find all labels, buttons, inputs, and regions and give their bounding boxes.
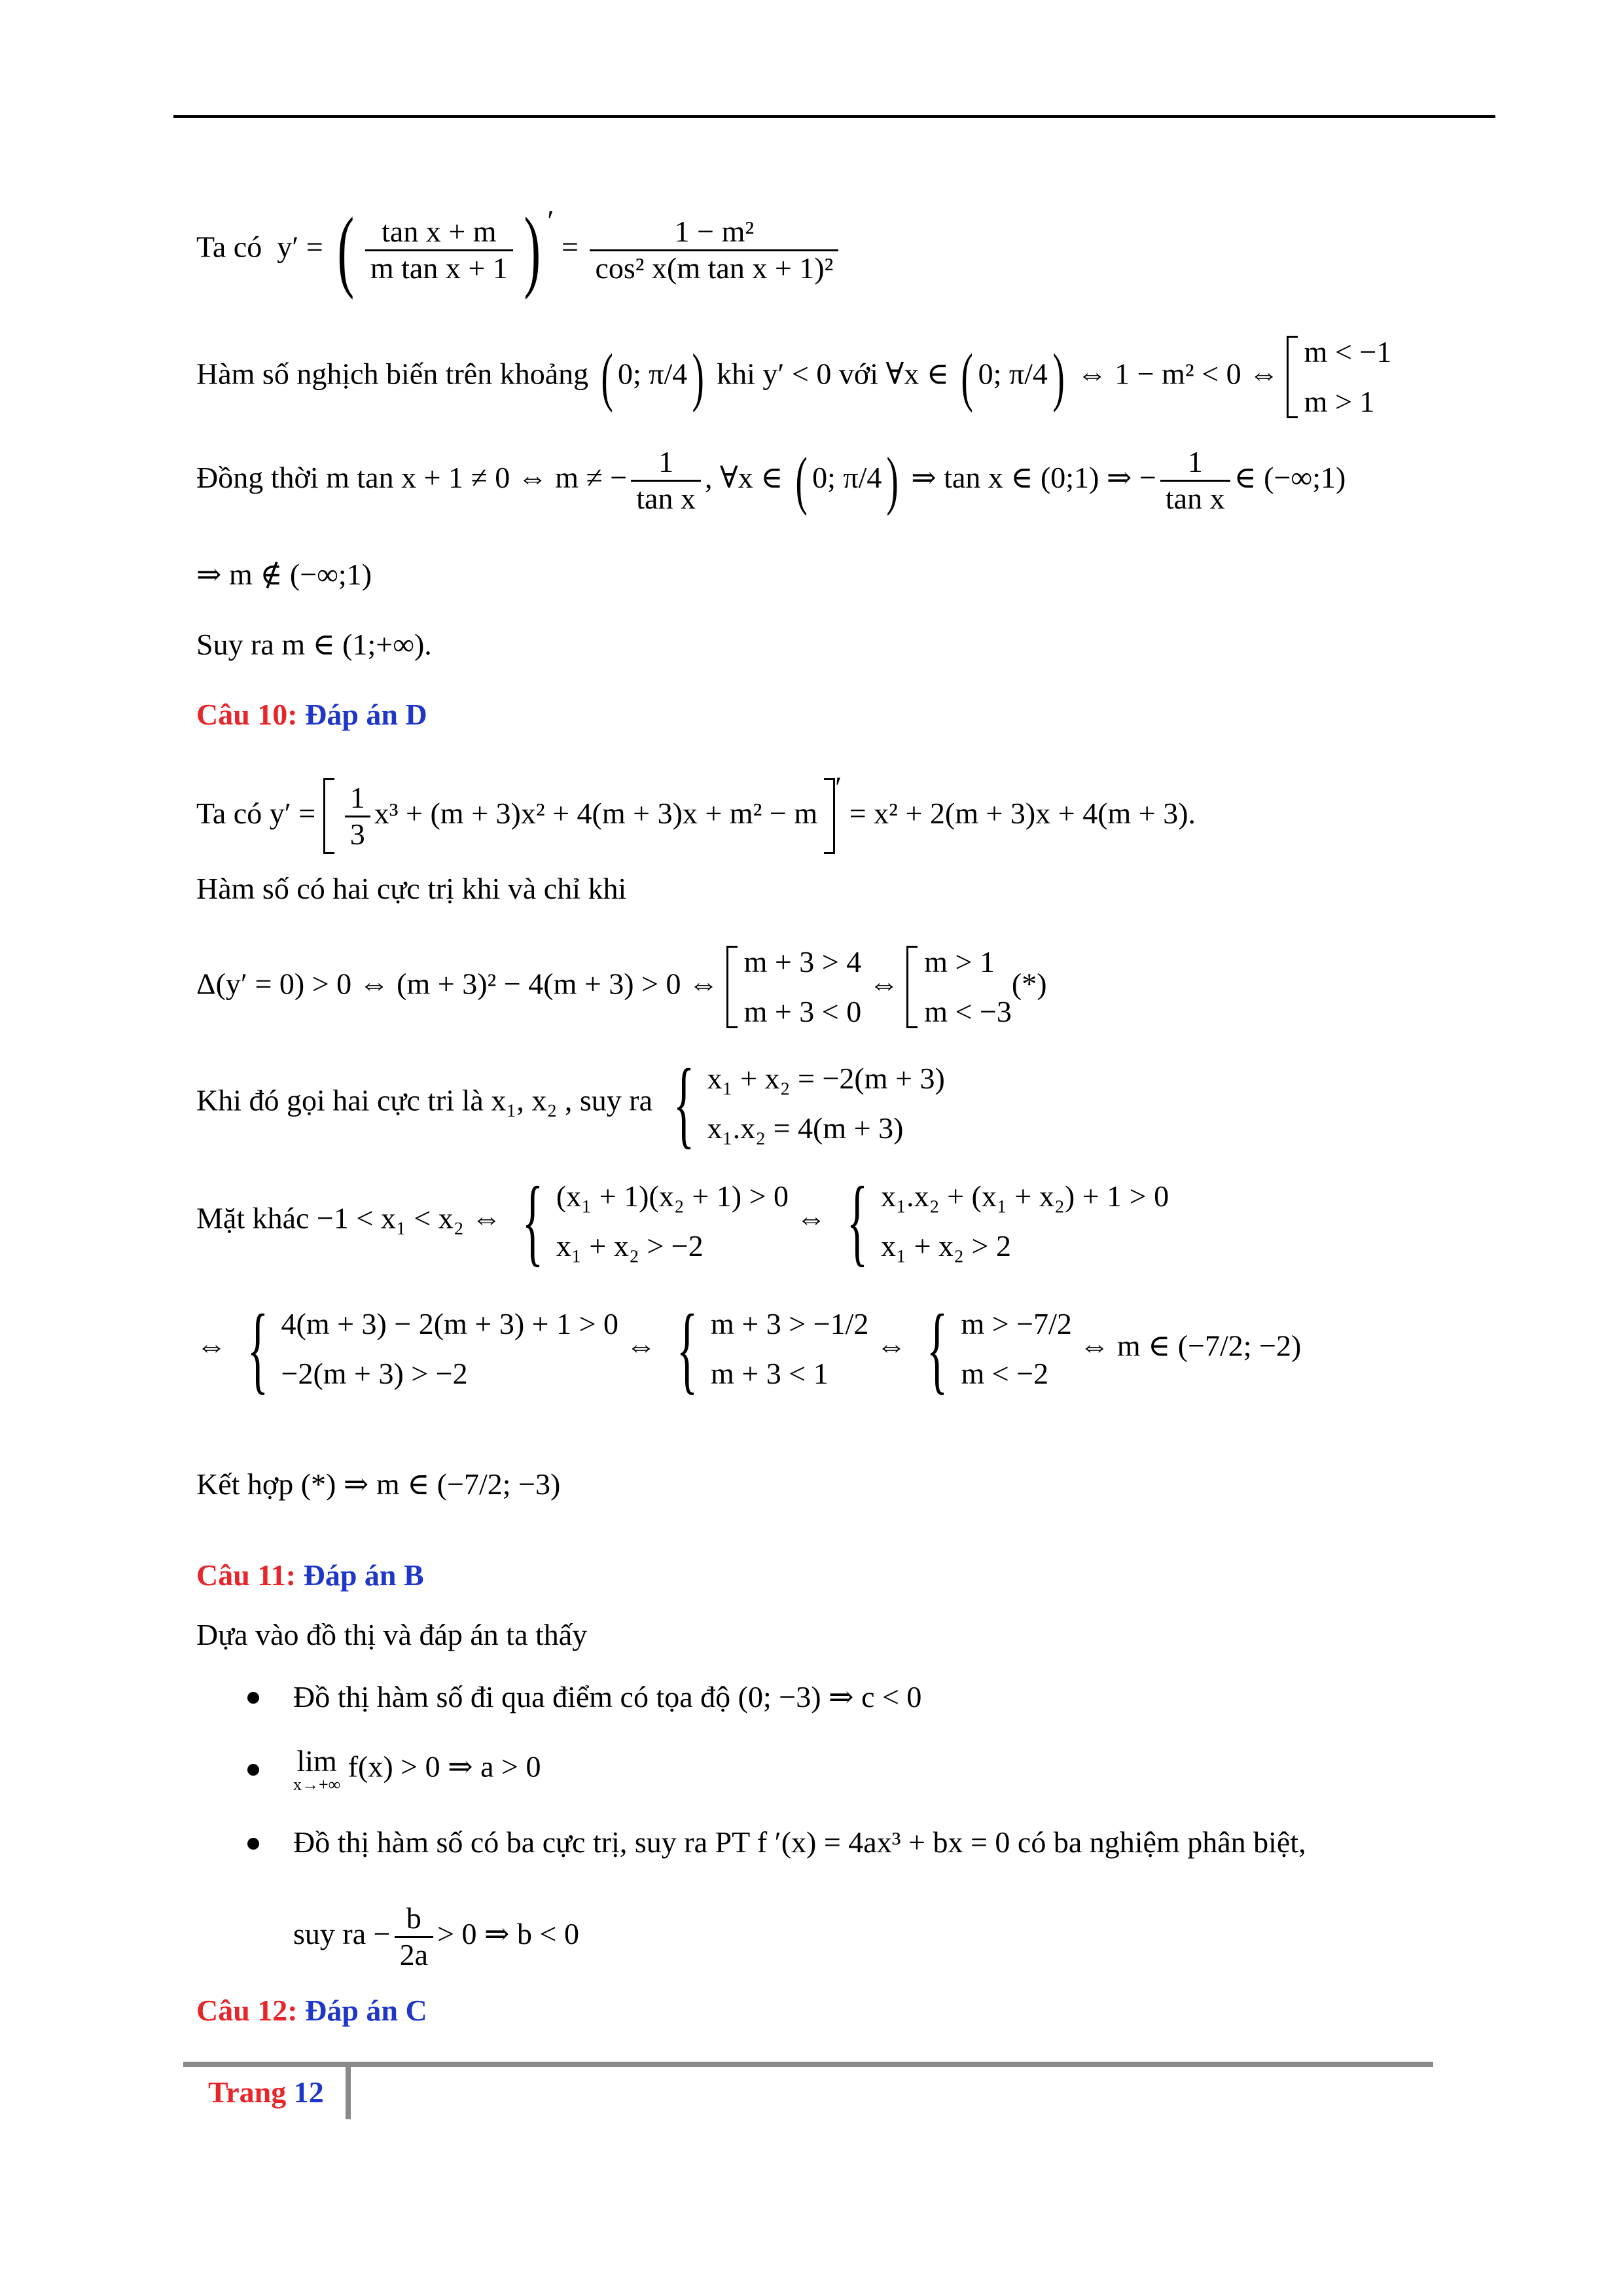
lim: lim xyxy=(296,1744,337,1778)
bullet-icon xyxy=(247,1764,259,1776)
inequality: m + 3 > −1/2 xyxy=(711,1307,869,1340)
q10-derivative-line: Ta có y′ = $\frac{1}{3}$ x³ + (m + 3)x² + 4(m + 3)x + m² − m′ = x² + 2(m + 3)x + 4(m + 3). xyxy=(196,772,1196,854)
inequality: (x₁ + 1)(x₂ + 1) > 0 xyxy=(556,1179,789,1213)
text: (*) xyxy=(1011,967,1047,1001)
inequality: m + 3 < 1 xyxy=(711,1356,829,1390)
q10-system-line: ⇔ { 4(m + 3) − 2(m + 3) + 1 > 0 −2(m + 3) > −2 ⇔ { m + 3 > −1/2 m + 3 < 1 ⇔ { m > −7/2 m < −2 ⇔ m ∈ (−7/2; −2) xyxy=(196,1294,1302,1403)
answer-label: Đáp án D xyxy=(305,698,427,731)
question-label: Câu 10: xyxy=(196,698,298,731)
q10-discriminant-line: Δ(y′ = 0) > 0 ⇔ (m + 3)² − 4(m + 3) > 0 ⇔ m + 3 > 4 m + 3 < 0 ⇔ m > 1 m < −3 (*) xyxy=(196,937,1047,1037)
q11-heading xyxy=(196,1558,424,1592)
text: Khi đó gọi hai cực tri là x₁, x₂ , suy ra xyxy=(196,1083,653,1117)
q9-implication: ⇒ m ∉ (−∞;1) xyxy=(196,558,372,591)
q12-heading xyxy=(196,1993,427,2028)
text: Ta có xyxy=(196,230,262,264)
frac-den: tan x xyxy=(636,481,696,515)
question-label: Câu 12: xyxy=(196,1994,298,2027)
case: m > 1 xyxy=(1304,384,1375,418)
inequality: x₁ + x₂ > 2 xyxy=(881,1229,1011,1263)
interval: 0; π/4 xyxy=(812,460,882,494)
text: suy ra − xyxy=(293,1916,391,1950)
interval: 0; π/4 xyxy=(978,357,1048,391)
lim-sub: x→+∞ xyxy=(293,1775,341,1794)
inequality: x₁ + x₂ > −2 xyxy=(556,1229,704,1263)
q11-bullet-2 xyxy=(293,1746,541,1793)
q9-derivative-line: Ta có y′ = ( $\frac{\text{tan x + m}}{\text{m tan x + 1}}$ ) ′ = $\frac{\text{1 − m²}}{\text{cos² x(m tan x + 1)²}}$ xyxy=(196,204,842,296)
inequality: −2(m + 3) > −2 xyxy=(281,1356,468,1390)
q9-monotone-line: Hàm số nghịch biến trên khoảng ( 0; π/4) khi y′ < 0 với ∀x ∈ ( 0; π/4) ⇔ 1 − m² < 0 ⇔ m < −1 m > 1 xyxy=(196,327,1391,427)
q10-vieta-line: Khi đó gọi hai cực tri là x₁, x₂ , suy ra { x₁ + x₂ = −2(m + 3) x₁.x₂ = 4(m + 3) xyxy=(196,1049,945,1158)
q11-bullet-1: Đồ thị hàm số đi qua điểm có tọa độ (0; −3) ⇒ c < 0 xyxy=(293,1680,922,1713)
frac-den: tan x xyxy=(1165,481,1225,515)
frac-num: 1 − m² xyxy=(590,215,838,251)
expr: > 0 ⇒ b < 0 xyxy=(437,1916,579,1950)
bullet-icon xyxy=(247,1692,259,1704)
inequality: x₁.x₂ + (x₁ + x₂) + 1 > 0 xyxy=(881,1179,1169,1213)
q11-bullet-3-cont xyxy=(293,1901,579,1973)
frac-num: tan x + m xyxy=(365,215,513,251)
answer-label: Đáp án B xyxy=(303,1558,424,1592)
case: m < −1 xyxy=(1304,335,1392,368)
q10-heading xyxy=(196,697,427,732)
equation: x₁.x₂ = 4(m + 3) xyxy=(707,1111,904,1145)
frac-num: b xyxy=(395,1901,433,1938)
expr: x³ + (m + 3)x² + 4(m + 3)x + m² − m xyxy=(374,797,818,830)
text: , ∀x ∈ xyxy=(704,460,783,494)
bullet-icon xyxy=(247,1838,259,1850)
header-rule xyxy=(173,115,1495,118)
inequality: m > −7/2 xyxy=(961,1307,1072,1340)
text: Đồng thời m tan x + 1 ≠ 0 ⇔ m ≠ − xyxy=(196,460,628,494)
case: m + 3 > 4 xyxy=(743,945,862,978)
inequality: m < −2 xyxy=(961,1356,1049,1390)
text: Ta có y′ = xyxy=(196,797,316,830)
result: ⇔ m ∈ (−7/2; −2) xyxy=(1079,1329,1302,1363)
footer-divider xyxy=(346,2062,351,2119)
expr: Δ(y′ = 0) > 0 ⇔ (m + 3)² − 4(m + 3) > 0 ⇔ xyxy=(196,967,719,1001)
expr: = x² + 2(m + 3)x + 4(m + 3). xyxy=(849,797,1196,830)
q9-conclusion: Suy ra m ∈ (1;+∞). xyxy=(196,628,432,661)
equation: x₁ + x₂ = −2(m + 3) xyxy=(707,1062,945,1095)
expr: f(x) > 0 ⇒ a > 0 xyxy=(348,1749,541,1784)
text: Mặt khác −1 < x₁ < x₂ ⇔ xyxy=(196,1201,502,1235)
page-label: Trang xyxy=(208,2075,287,2109)
case: m < −3 xyxy=(924,994,1012,1028)
frac-den: m tan x + 1 xyxy=(370,251,508,285)
page-number: 12 xyxy=(293,2075,324,2109)
page-footer xyxy=(208,2075,324,2109)
text: Hàm số nghịch biến trên khoảng xyxy=(196,357,589,391)
footer-rule xyxy=(183,2062,1433,2067)
q11-intro: Dựa vào đồ thị và đáp án ta thấy xyxy=(196,1618,588,1651)
expr: y′ = xyxy=(277,230,323,264)
q11-bullet-3: Đồ thị hàm số có ba cực trị, suy ra PT f ′(x) = 4ax³ + bx = 0 có ba nghiệm phân biệt, xyxy=(293,1825,1306,1859)
text: ⇒ tan x ∈ (0;1) ⇒ − xyxy=(911,460,1156,494)
inequality: 4(m + 3) − 2(m + 3) + 1 > 0 xyxy=(281,1307,619,1340)
frac-num: 1 xyxy=(1160,445,1230,482)
case: m + 3 < 0 xyxy=(743,994,862,1028)
q10-roots-condition-line: Mặt khác −1 < x₁ < x₂ ⇔ { (x₁ + 1)(x₂ + 1) > 0 x₁ + x₂ > −2 ⇔ { x₁.x₂ + (x₁ + x₂) + 1 > 0 x₁ + x₂ > 2 xyxy=(196,1166,1169,1276)
q10-final: Kết hợp (*) ⇒ m ∈ (−7/2; −3) xyxy=(196,1467,561,1501)
question-label: Câu 11: xyxy=(196,1558,296,1592)
frac-den: 2a xyxy=(399,1937,429,1971)
text: ⇔ 1 − m² < 0 ⇔ xyxy=(1077,357,1279,391)
q10-cond-text: Hàm số có hai cực trị khi và chỉ khi xyxy=(196,872,627,905)
answer-label: Đáp án C xyxy=(305,1994,427,2027)
text: khi y′ < 0 với ∀x ∈ xyxy=(717,357,949,391)
q9-condition-line: Đồng thời m tan x + 1 ≠ 0 ⇔ m ≠ − $\frac{1}{\text{tan x}}$ , ∀x ∈ ( 0; π/4) ⇒ tan x ∈ (0;1) ⇒ − $\frac{1}{\text{tan x}}$ ∈ (−∞;1) xyxy=(196,444,1346,517)
frac-den: cos² x(m tan x + 1)² xyxy=(595,251,834,285)
frac-num: 1 xyxy=(631,445,701,482)
case: m > 1 xyxy=(924,945,995,978)
interval: 0; π/4 xyxy=(617,357,688,391)
text: ∈ (−∞;1) xyxy=(1234,460,1346,494)
